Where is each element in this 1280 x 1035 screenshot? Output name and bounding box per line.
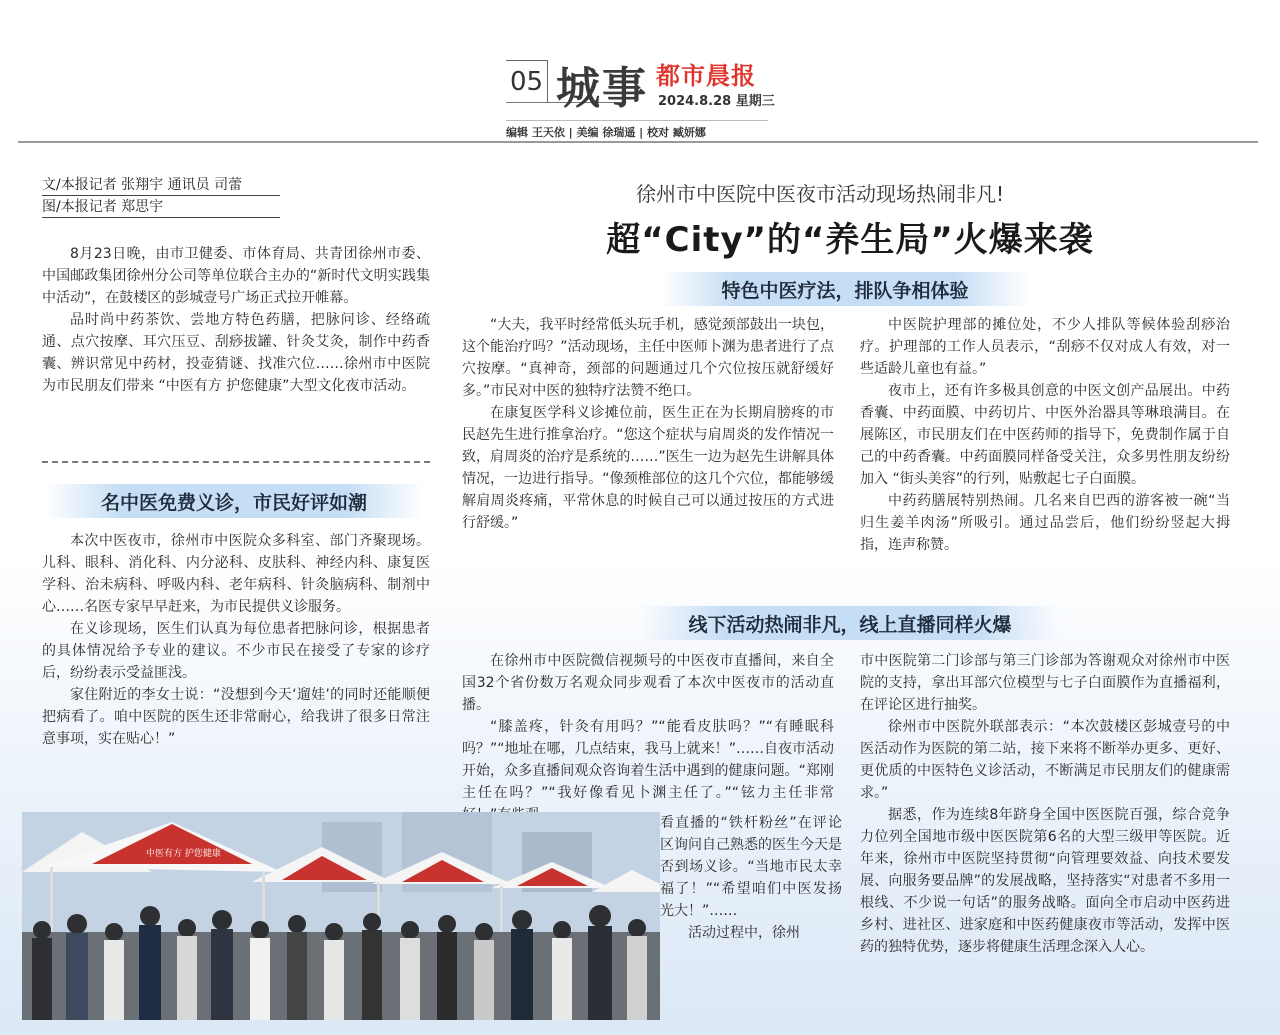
subhead-free-clinic: 名中医免费义诊，市民好评如潮 (44, 484, 424, 518)
subhead-tcm-therapy: 特色中医疗法，排队争相体验 (660, 272, 1030, 306)
section-two-left-column (462, 314, 834, 534)
issue-date: 2024.8.28 星期三 (658, 94, 775, 109)
paragraph: 徐州市中医院外联部表示：“本次鼓楼区彭城壹号的中医活动作为医院的第二站，接下来将不断举办更多、更好、更优质的中医特色义诊活动，不断满足市民朋友们的健康需求。” (860, 719, 1230, 801)
subhead-livestream: 线下活动热闹非凡，线上直播同样火爆 (640, 606, 1060, 640)
paragraph: 活动过程中，徐州 (688, 925, 800, 941)
masthead-divider (18, 141, 1258, 143)
text-credit: 文/本报记者 张翔宇 通讯员 司蕾 (42, 177, 243, 193)
page-number: 05 (506, 60, 548, 102)
paragraph: “大夫，我平时经常低头玩手机，感觉颈部鼓出一块包，这个能治疗吗？”活动现场，主任中医师卜渊为患者进行了点穴按摩。“真神奇，颈部的问题通过几个穴位按压就舒缓好多。”市民对中医的独特疗法赞不绝口。 (462, 317, 834, 399)
paragraph: 本次中医夜市，徐州市中医院众多科室、部门齐聚现场。儿科、眼科、消化科、内分泌科、皮肤科、神经内科、康复医学科、治未病科、呼吸内科、老年病科、针灸脑病科、制剂中心……名医专家早早赶来，为市民提供义诊服务。 (42, 533, 430, 615)
headline-kicker: 徐州市中医院中医夜市活动现场热闹非凡! (635, 182, 1005, 206)
section-three-right-column (860, 650, 1230, 958)
section-three-left-column (462, 650, 834, 826)
section-two-right-column (860, 314, 1230, 556)
paragraph: 市中医院第二门诊部与第三门诊部为答谢观众对徐州市中医院的支持，拿出耳部穴位模型与七子白面膜作为直播福利，在评论区进行抽奖。 (860, 653, 1230, 713)
paragraph: 8月23日晚，由市卫健委、市体育局、共青团徐州市委、中国邮政集团徐州分公司等单位联合主办的“新时代文明实践集中活动”，在鼓楼区的彭城壹号广场正式拉开帷幕。 (42, 246, 430, 306)
paragraph: 家住附近的李女士说：“没想到今天‘遛娃’的同时还能顺便把病看了。咱中医院的医生还非常耐心，给我讲了很多日常注意事项，实在贴心！” (42, 687, 430, 747)
headline-title: 超“City”的“养生局”火爆来袭 (606, 220, 1094, 260)
section-three-wrap-column (660, 812, 842, 1012)
paragraph: 在义诊现场，医生们认真为每位患者把脉问诊，根据患者的具体情况给予专业的建议。不少市民在接受了专家的诊疗后，纷纷表示受益匪浅。 (42, 621, 430, 681)
byline (42, 175, 282, 219)
section-name: 城事 (556, 63, 648, 114)
editor-credits: 编辑 王天依 | 美编 徐瑞遥 | 校对 臧妍娜 (506, 120, 768, 140)
tent-banner-text: 中医有方 护您健康 (146, 849, 221, 859)
masthead (0, 0, 1280, 142)
paragraph: 中药药膳展特别热闹。几名来自巴西的游客被一碗“当归生姜羊肉汤”所吸引。通过品尝后，他们纷纷竖起大拇指，连声称赞。 (860, 493, 1230, 553)
event-photo (22, 812, 660, 1020)
paper-logo: 都市晨报 (656, 62, 756, 90)
byline-rule (42, 217, 280, 218)
night-market-crowd-illustration (22, 812, 660, 1020)
paragraph: 在康复医学科义诊摊位前，医生正在为长期肩膀疼的市民赵先生进行推拿治疗。“您这个症状与肩周炎的发作情况一致，肩周炎的治疗是系统的……”医生一边为赵先生讲解具体情况，一边进行指导。“像颈椎部位的这几个穴位，都能够缓解肩周炎疼痛，平常休息的时候自己可以通过按压的方式进行舒缓。” (462, 405, 834, 531)
photo-credit: 图/本报记者 郑思宇 (42, 199, 164, 215)
dashed-divider (42, 461, 430, 463)
intro-column (42, 243, 430, 397)
paragraph: 看直播的“铁杆粉丝”在评论区询问自己熟悉的医生今天是否到场义诊。“当地市民太幸福了！”“希望咱们中医发扬光大！”…… (660, 815, 842, 919)
paragraph: 据悉，作为连续8年跻身全国中医医院百强，综合竞争力位列全国地市级中医医院第6名的大型三级甲等医院。近年来，徐州市中医院坚持贯彻“向管理要效益、向技术要发展、向服务要品牌”的发展战略，坚持落实“对患者不多用一根线、不少说一句话”的服务战略。面向全市启动中医药进乡村、进社区、进家庭和中医药健康夜市等活动，发挥中医药的独特优势，逐步将健康生活理念深入人心。 (860, 807, 1230, 955)
paragraph: “膝盖疼，针灸有用吗？”“能看皮肤吗？”“有睡眠科吗？”“地址在哪，几点结束，我马上就来！”……自夜市活动开始，众多直播间观众咨询着生活中遇到的健康问题。“郑刚主任在吗？”“我好像看见卜渊主任了。”“铉力主任非常 (462, 719, 834, 801)
byline-rule (42, 195, 280, 196)
section-one-column (42, 530, 430, 750)
paragraph: 品时尚中药茶饮、尝地方特色药膳，把脉问诊、经络疏通、点穴按摩、耳穴压豆、刮痧拔罐、针灸艾灸，制作中药香囊、辨识常见中药材，投壶猜谜、找准穴位……徐州市中医院为市民朋友们带来 “中医有方 护您健康”大型文化夜市活动。 (42, 312, 430, 394)
paragraph: 中医院护理部的摊位处，不少人排队等候体验刮痧治疗。护理部的工作人员表示，“刮痧不仅对成人有效，对一些适龄儿童也有益。” (860, 317, 1230, 377)
paragraph: 在徐州市中医院微信视频号的中医夜市直播间，来自全国32个省份数万名观众同步观看了本次中医夜市的活动直播。 (462, 653, 834, 713)
paragraph: 夜市上，还有许多极具创意的中医文创产品展出。中药香囊、中药面膜、中药切片、中医外治器具等琳琅满目。在展陈区，市民朋友们在中医药师的指导下，免费制作属于自己的中药香囊。中药面膜同样备受关注，众多男性朋友纷纷加入 “街头美容”的行列，贴敷起七子白面膜。 (860, 383, 1230, 487)
